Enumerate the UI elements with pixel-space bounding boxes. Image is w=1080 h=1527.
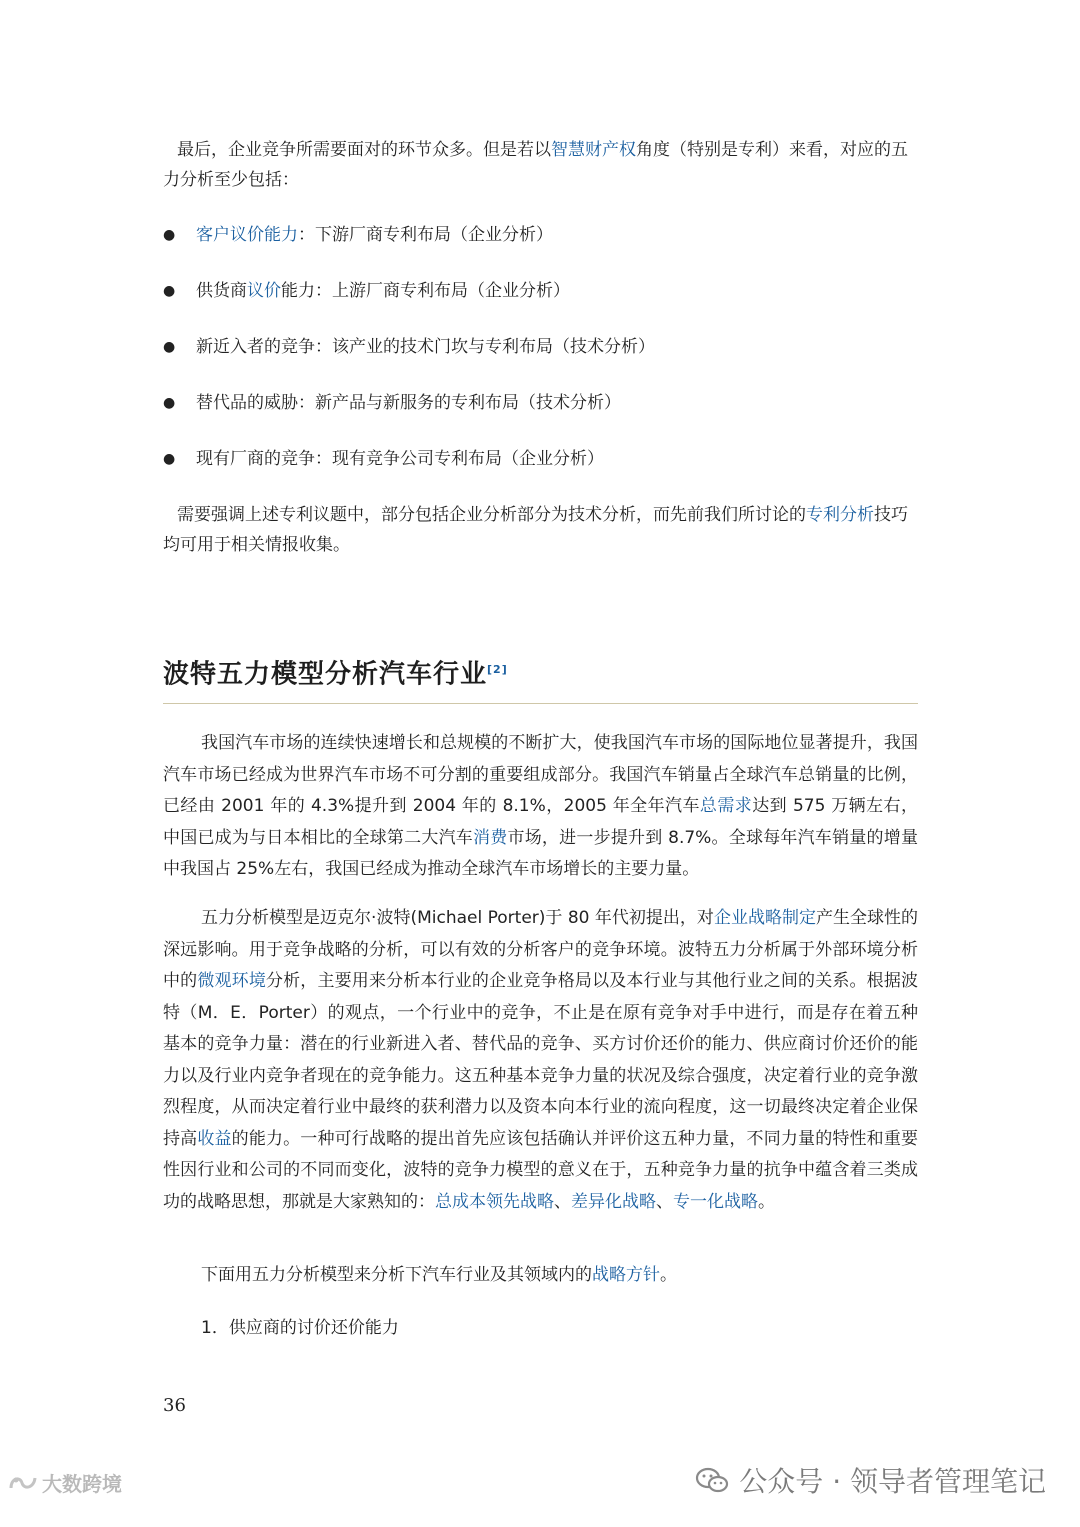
link-intellectual-property[interactable]: 智慧财产权 [551, 140, 636, 160]
link-total-demand[interactable]: 总需求 [699, 796, 753, 816]
link-focus-strategy[interactable]: 专一化战略 [673, 1191, 758, 1212]
paragraph-intro-analysis: 下面用五力分析模型来分析下汽车行业及其领域内的战略方针。 [201, 1265, 677, 1285]
link-cost-leadership[interactable]: 总成本领先战略 [435, 1191, 554, 1212]
link-revenue[interactable]: 收益 [197, 1128, 232, 1149]
page-number: 36 [163, 1395, 186, 1416]
document-page: 最后，企业竞争所需要面对的环节众多。但是若以智慧财产权角度（特别是专利）来看，对应的五力分析至少包括： ● 客户议价能力：下游厂商专利布局（企业分析） ● 供货商议价能力：上游厂商专利布局（企业分析） ● 新近入者的竞争：该产业的技术门坎与专利布局（技术分析） ● 替代品的威胁：新产品与新服务的专利布局（技术分析） ● 现有厂商的竞争：现有竞争公司专利布局（企业分析） 需要强调上述专利议题中，部分包括企业分析部分为技术分析，而先前我们所讨论的专利分析技巧均可用于相关情报收集。 波特五力模型分析汽车行业[2] 我国汽车市场的连续快速增长和总规模的不断扩大，使我国汽车市场的国际地位显著提升，我国汽车市场已经成为世界汽车市场不可分割的重要组成部分。我国汽车销量占全球汽车总销量的比例，已经由 2001 年的 4.3%提升到 2004 年的 8.1%，2005 年全年汽车总需求达到 575 万辆左右，中国已成为与日本相比的全球第二大汽车消费市场，进一步提升到 8.7%。全球每年汽车销量的增量中我国占 25%左右，我国已经成为推动全球汽车市场增长的主要力量。 五力分析模型是迈克尔·波特(Michael Porter)于 80 年代初提出，对企业战略制定产生全球性的深远影响。用于竞争战略的分析，可以有效的分析客户的竞争环境。波特五力分析属于外部环境分析中的微观环境分析，主要用来分析本行业的企业竞争格局以及本行业与其他行业之间的关系。根据波特（M．E．Porter）的观点，一个行业中的竞争，不止是在原有竞争对手中进行，而是存在着五种基本的竞争力量：潜在的行业新进入者、替代品的竞争、买方讨价还价的能力、供应商讨价还价的能力以及行业内竞争者现在的竞争能力。这五种基本竞争力量的状况及综合强度，决定着行业的竞争激烈程度，从而决定着行业中最终的获利潜力以及资本向本行业的流向程度，这一切最终决定着企业保持高收益的能力。一种可行战略的提出首先应该包括确认并评价这五种力量，不同力量的特性和重要性因行业和公司的不同而变化，波特的竞争力模型的意义在于，五种竞争力量的抗争中蕴含着三类成功的战略思想，那就是大家熟知的：总成本领先战略、差异化战略、专一化战略。 下面用五力分析模型来分析下汽车行业及其领域内的战略方针。 1．供应商的讨价还价能力 36 大数跨境 公众号 · 领导者管理笔记 [0, 0, 1080, 1527]
bullet-icon: ● [163, 395, 176, 411]
link-differentiation[interactable]: 差异化战略 [571, 1191, 656, 1212]
bullet-icon: ● [163, 451, 176, 467]
reference-link[interactable]: [2] [487, 663, 508, 676]
watermark-left: 大数跨境 [8, 1468, 122, 1497]
numbered-item: 1．供应商的讨价还价能力 [201, 1318, 399, 1338]
bullet-icon: ● [163, 227, 176, 243]
bullet-icon: ● [163, 339, 176, 355]
paragraph-five-forces: 五力分析模型是迈克尔·波特(Michael Porter)于 80 年代初提出，对企业战略制定产生全球性的深远影响。用于竞争战略的分析，可以有效的分析客户的竞争环境。波特五力分析属于外部环境分析中的微观环境分析，主要用来分析本行业的企业竞争格局以及本行业与其他行业之间的关系。根据波特（M．E．Porter）的观点，一个行业中的竞争，不止是在原有竞争对手中进行，而是存在着五种基本的竞争力量：潜在的行业新进入者、替代品的竞争、买方讨价还价的能力、供应商讨价还价的能力以及行业内竞争者现在的竞争能力。这五种基本竞争力量的状况及综合强度，决定着行业的竞争激烈程度，从而决定着行业中最终的获利潜力以及资本向本行业的流向程度，这一切最终决定着企业保持高收益的能力。一种可行战略的提出首先应该包括确认并评价这五种力量，不同力量的特性和重要性因行业和公司的不同而变化，波特的竞争力模型的意义在于，五种竞争力量的抗争中蕴含着三类成功的战略思想，那就是大家熟知的：总成本领先战略、差异化战略、专一化战略。 [163, 908, 919, 1212]
link-micro-environment[interactable]: 微观环境 [197, 971, 266, 991]
watermark-right: 公众号 · 领导者管理笔记 [695, 1460, 1046, 1500]
wechat-icon [695, 1466, 729, 1494]
brand-logo-icon [8, 1472, 38, 1494]
intro-paragraph: 最后，企业竞争所需要面对的环节众多。但是若以智慧财产权角度（特别是专利）来看，对应的五力分析至少包括： [163, 140, 908, 190]
section-heading: 波特五力模型分析汽车行业[2] [163, 659, 508, 690]
paragraph-market: 我国汽车市场的连续快速增长和总规模的不断扩大，使我国汽车市场的国际地位显著提升，我国汽车市场已经成为世界汽车市场不可分割的重要组成部分。我国汽车销量占全球汽车总销量的比例，已经由 2001 年的 4.3%提升到 2004 年的 8.1%，2005 年全年汽车总需求达到 575 万辆左右，中国已成为与日本相比的全球第二大汽车消费市场，进一步提升到 8.7%。全球每年汽车销量的增量中我国占 25%左右，我国已经成为推动全球汽车市场增长的主要力量。 [163, 733, 919, 879]
link-consumption[interactable]: 消费 [473, 827, 508, 848]
emphasis-paragraph: 需要强调上述专利议题中，部分包括企业分析部分为技术分析，而先前我们所讨论的专利分析技巧均可用于相关情报收集。 [163, 505, 908, 555]
bullet-icon: ● [163, 283, 176, 299]
link-strategy-guideline[interactable]: 战略方针 [592, 1265, 660, 1285]
link-strategy-making[interactable]: 企业战略制定 [713, 908, 816, 928]
heading-divider [163, 703, 918, 704]
link-bargaining[interactable]: 议价 [247, 281, 281, 301]
link-customer-bargaining[interactable]: 客户议价能力 [196, 225, 298, 245]
link-patent-analysis[interactable]: 专利分析 [806, 505, 874, 525]
